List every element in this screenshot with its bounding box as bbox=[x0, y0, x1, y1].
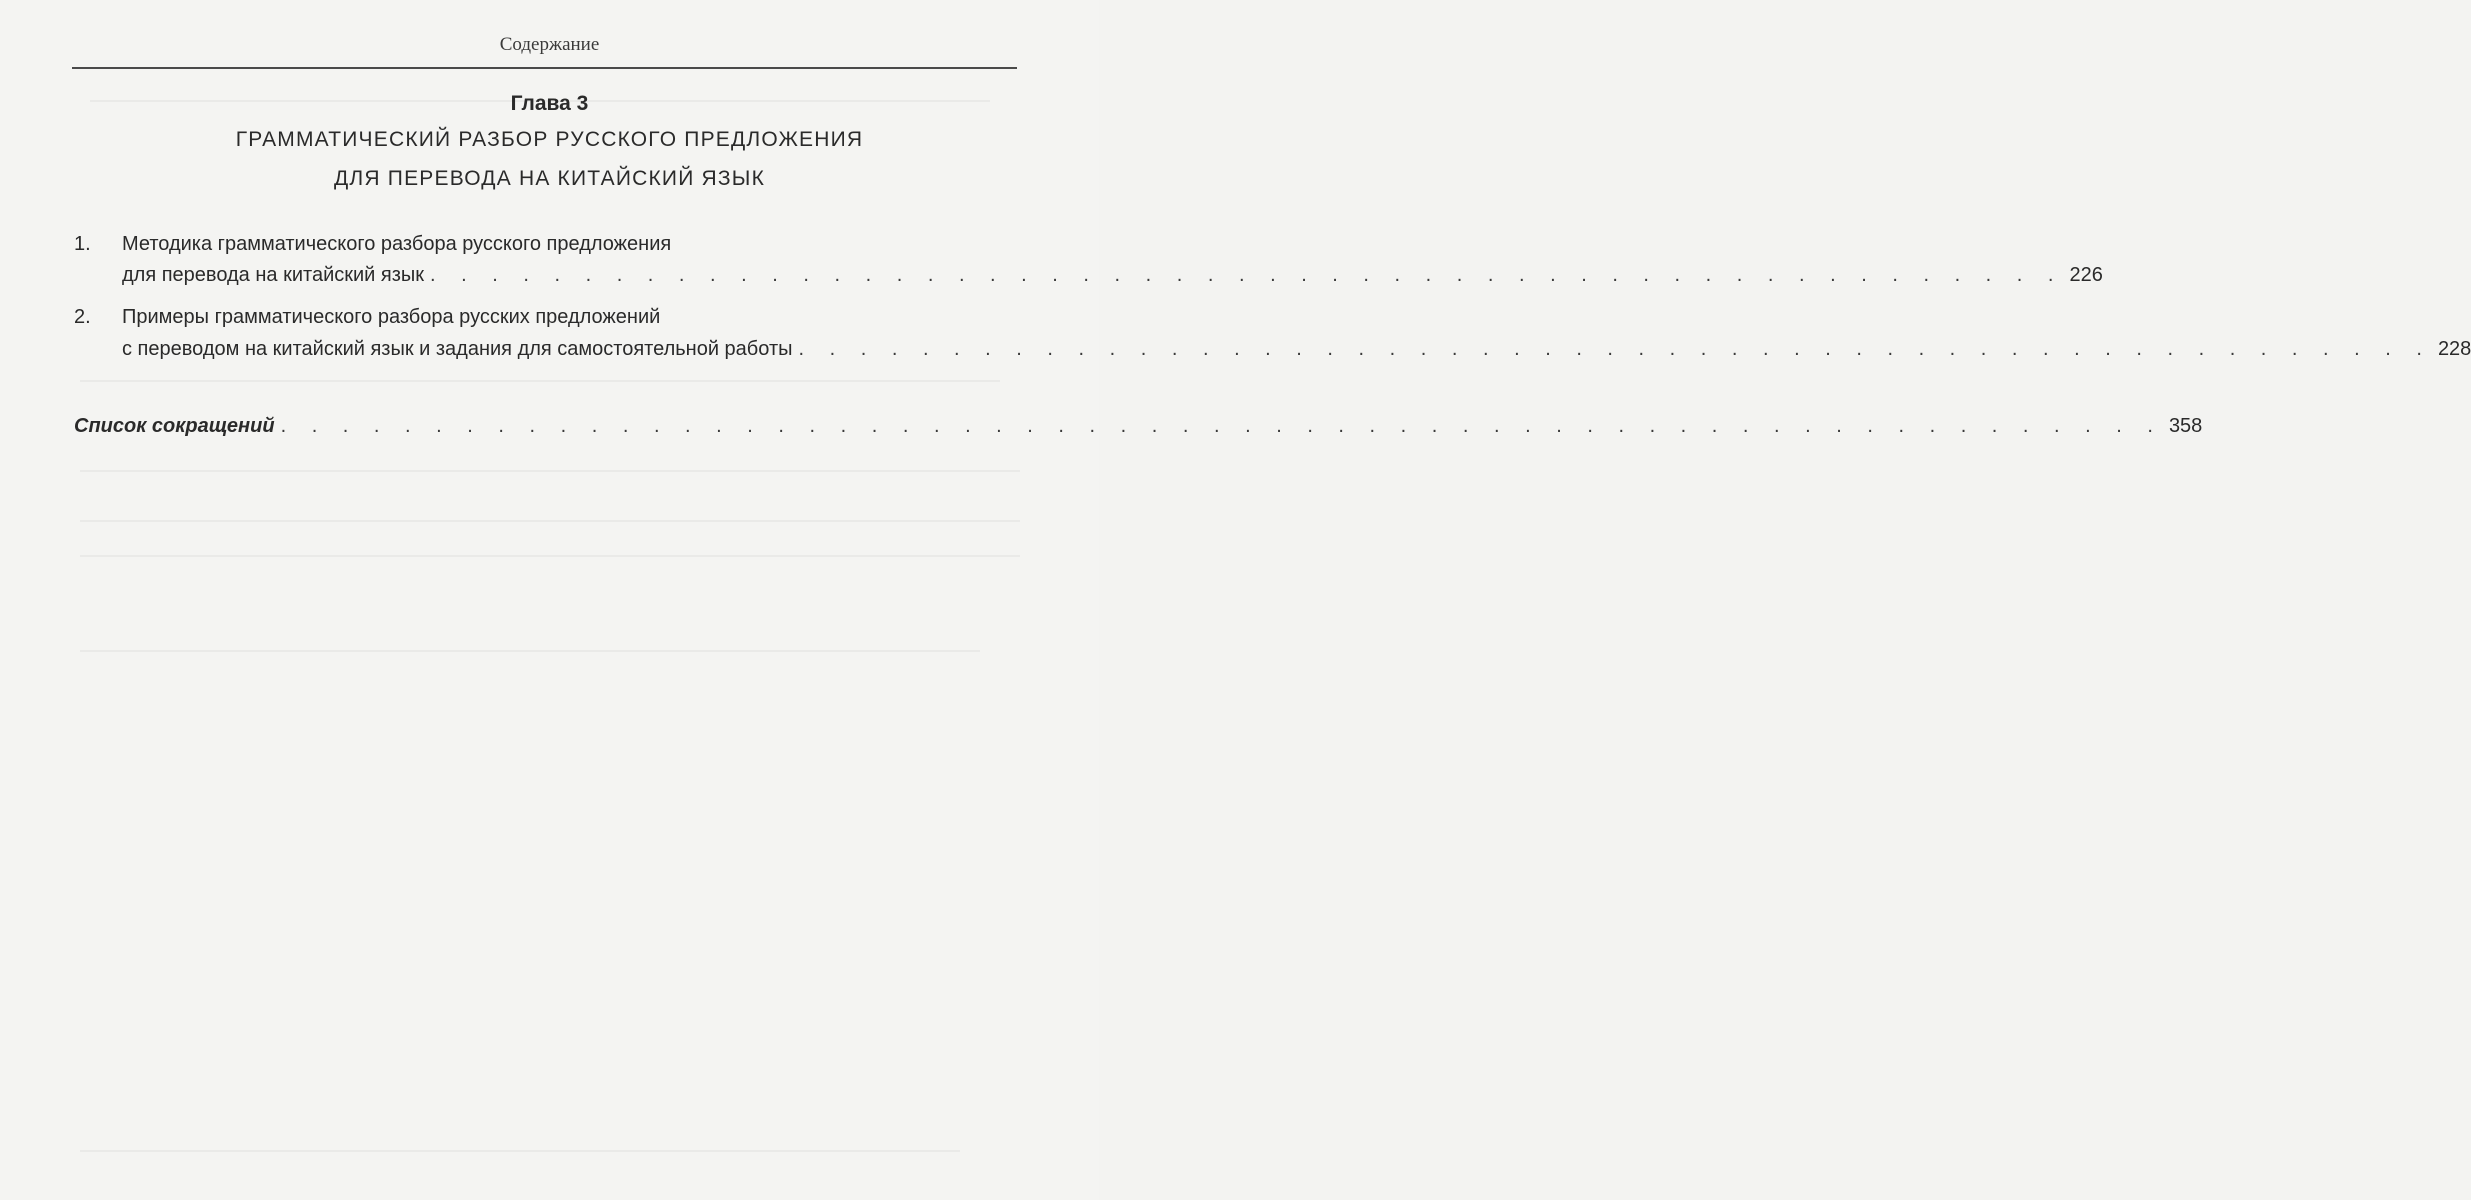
toc-entry-page: 226 bbox=[2069, 264, 2103, 286]
bleed-through-line bbox=[80, 555, 1020, 557]
toc-entry-row bbox=[122, 264, 2103, 287]
dot-leader: . . . . . . . . . . . . . . . . . . . . . . . . . . . . . . . . . . . . . . . . . . . . . . . . . . . . . bbox=[798, 338, 2432, 360]
toc-entry-abbreviations[interactable] bbox=[74, 415, 2203, 438]
toc-entry-row bbox=[122, 338, 2471, 361]
bleed-through-line bbox=[80, 380, 1000, 382]
bleed-through-line bbox=[80, 1150, 960, 1152]
toc-entry-page: 228 bbox=[2437, 338, 2471, 360]
bleed-through-line bbox=[80, 650, 980, 652]
chapter-title-line-2: ДЛЯ ПЕРЕВОДА НА КИТАЙСКИЙ ЯЗЫК bbox=[333, 167, 766, 190]
toc-entry-title-line-2: для перевода на китайский язык bbox=[122, 264, 425, 286]
header-rule bbox=[72, 67, 1017, 69]
toc-entry-title-line-1: Методика грамматического разбора русского предложения bbox=[122, 233, 672, 255]
toc-abbreviations-page: 358 bbox=[2168, 415, 2203, 437]
toc-entry-number: 1. bbox=[74, 233, 91, 255]
toc-entry-title-line-1: Примеры грамматического разбора русских предложений bbox=[122, 306, 661, 328]
chapter-title-line-1: ГРАММАТИЧЕСКИЙ РАЗБОР РУССКОГО ПРЕДЛОЖЕНИЯ bbox=[235, 128, 864, 151]
dot-leader: . . . . . . . . . . . . . . . . . . . . . . . . . . . . . . . . . . . . . . . . . . . . . . . . . . . . . bbox=[430, 264, 2064, 286]
toc-entry-title-line-2: с переводом на китайский язык и задания для самостоятельной работы bbox=[122, 338, 793, 360]
bleed-through-line bbox=[80, 470, 1020, 472]
chapter-label: Глава 3 bbox=[510, 92, 589, 115]
running-head: Содержание bbox=[499, 34, 600, 55]
toc-entry-number: 2. bbox=[74, 306, 91, 328]
toc-abbreviations-label: Список сокращений bbox=[74, 415, 275, 437]
dot-leader: . . . . . . . . . . . . . . . . . . . . . . . . . . . . . . . . . . . . . . . . . . . . . . . . . . . . . . . . . . . . . bbox=[280, 415, 2163, 437]
bleed-through-line bbox=[80, 520, 1020, 522]
